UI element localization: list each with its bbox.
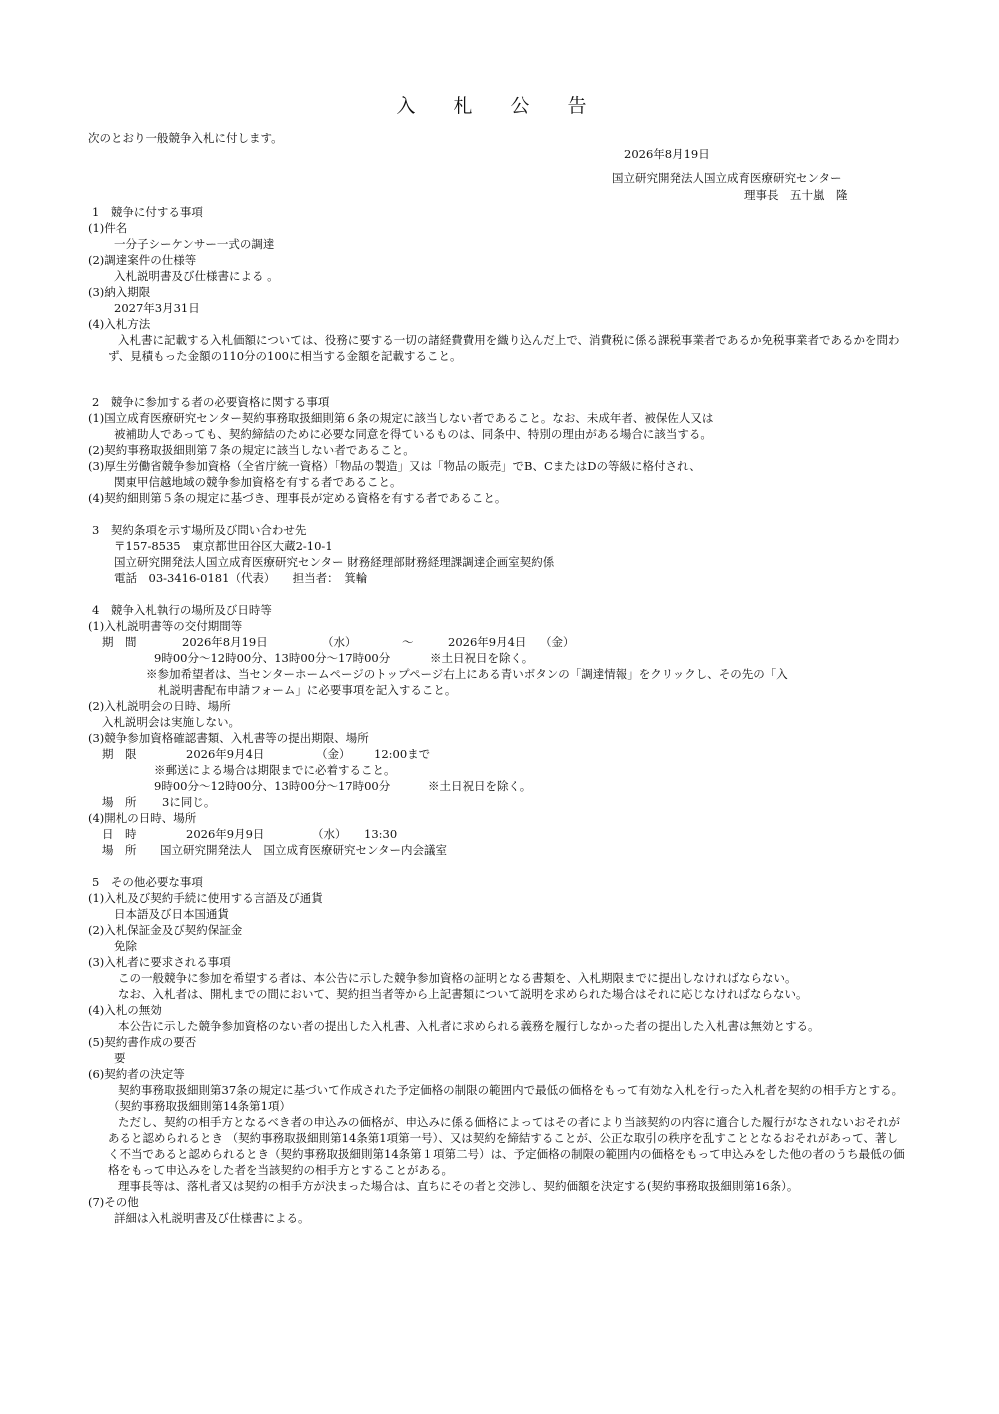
section-1-title: 1 競争に付する事項 — [92, 205, 203, 219]
s3-postal-address: 〒157-8535 東京都世田谷区大蔵2-10-1 — [114, 539, 333, 553]
s4-hours2: 9時00分～12時00分、13時00分～17時00分 — [154, 779, 391, 793]
section-5 — [88, 874, 908, 1226]
section-4-title: 4 競争入札執行の場所及び日時等 — [92, 603, 272, 617]
s5-item3-para1: この一般競争に参加を希望する者は、本公告に示した競争参加資格の証明となる書類を、入札期限までに提出しなければならない。 — [118, 971, 797, 985]
s1-item1-label: (1)件名 — [88, 221, 128, 235]
s5-item7-label: (7)その他 — [88, 1195, 139, 1209]
s5-item6-para2: ただし、契約の相手方となるべき者の申込みの価格が、申込みに係る価格によってはその者により当該契約の内容に適合した履行がなされないおそれがあると認められるとき （契約事務取扱細則第14条第1項第一号）、又は契約を締結することが、公正な取引の秩序を乱すこととなるおそれがあって、著しく不当であると認められるとき（契約事務取扱細則第14条第１項第二号）は、予定価格の制限の範囲内の価格をもって申込みをした他の者のうち最低の価格をもって申込みをした者を当該契約の相手方とすることがある。 — [108, 1115, 905, 1177]
s1-item3-label: (3)納入期限 — [88, 285, 151, 299]
s5-item3-label: (3)入札者に要求される事項 — [88, 955, 231, 969]
s5-item5-label: (5)契約書作成の要否 — [88, 1035, 197, 1049]
section-5-title: 5 その他必要な事項 — [92, 875, 203, 889]
s1-item1-text: 一分子シーケンサー一式の調達 — [114, 237, 275, 251]
s4-open-place-row — [88, 842, 908, 858]
s1-item4-text: 入札書に記載する入札価額については、役務に要する一切の諸経費費用を織り込んだ上で、消費税に係る課税事業者であるか免税事業者であるかを問わず、見積もった金額の110分の100に相当する金額を記載すること。 — [108, 333, 900, 363]
s4-item2-text: 入札説明会は実施しない。 — [102, 715, 240, 729]
s4-item2-label: (2)入札説明会の日時、場所 — [88, 699, 231, 713]
s4-open-dow: （水） — [312, 827, 347, 841]
page-title: 入 札 公 告 — [396, 95, 603, 117]
s4-open-place: 国立研究開発法人 国立成育医療研究センター内会議室 — [160, 843, 448, 857]
issuer-org: 国立研究開発法人国立成育医療研究センター — [612, 171, 842, 185]
s2-item1-line2: 被補助人であっても、契約締結のために必要な同意を得ているものは、同条中、特別の理由がある場合に該当する。 — [114, 427, 712, 441]
s1-item4-label: (4)入札方法 — [88, 317, 151, 331]
s1-item2-label: (2)調達案件の仕様等 — [88, 253, 197, 267]
s4-deadline-label: 期 限 — [102, 747, 137, 761]
s5-item6-para1: 契約事務取扱細則第37条の規定に基づいて作成された予定価格の制限の範囲内で最低の価格をもって有効な入札を行った入札者を契約の相手方とする。（契約事務取扱細則第14条第1項） — [108, 1083, 904, 1113]
s5-item7-text: 詳細は入札説明書及び仕様書による。 — [114, 1211, 310, 1225]
issuer-chief: 理事長 五十嵐 隆 — [744, 188, 848, 202]
s4-period-row — [88, 634, 908, 650]
s4-period-start-dow: （水） — [322, 635, 357, 649]
s4-deadline-time: 12:00まで — [374, 747, 431, 761]
s4-open-time: 13:30 — [364, 827, 398, 841]
s2-item3-line2: 関東甲信越地域の競争参加資格を有する者であること。 — [114, 475, 402, 489]
s4-period-end: 2026年9月4日 — [448, 635, 527, 649]
s5-item2-label: (2)入札保証金及び契約保証金 — [88, 923, 243, 937]
s2-item1-line1: (1)国立成育医療研究センター契約事務取扱細則第６条の規定に該当しない者であること。なお、未成年者、被保佐人又は — [88, 411, 714, 425]
s2-item4: (4)契約細則第５条の規定に基づき、理事長が定める資格を有する者であること。 — [88, 491, 507, 505]
s5-item1-label: (1)入札及び契約手続に使用する言語及び通貨 — [88, 891, 323, 905]
section-4 — [88, 602, 908, 858]
s4-period-end-dow: （金） — [540, 635, 575, 649]
s5-item3-para2: なお、入札者は、開札までの間において、契約担当者等から上記書類について説明を求められた場合はそれに応じなければならない。 — [118, 987, 808, 1001]
s2-item3-line1: (3)厚生労働省競争参加資格（全省庁統一資格）「物品の製造」又は「物品の販売」でB、CまたはDの等級に格付され、 — [88, 459, 701, 473]
s3-department: 国立研究開発法人国立成育医療研究センター 財務経理部財務経理課調達企画室契約係 — [114, 555, 555, 569]
section-2-title: 2 競争に参加する者の必要資格に関する事項 — [92, 395, 330, 409]
s4-deadline-row — [88, 746, 908, 762]
s4-open-label: 日 時 — [102, 827, 137, 841]
section-1 — [88, 204, 908, 364]
s5-item4-text: 本公告に示した競争参加資格のない者の提出した入札書、入札者に求められる義務を履行しなかった者の提出した入札書は無効とする。 — [118, 1019, 820, 1033]
s1-item3-text: 2027年3月31日 — [114, 301, 200, 315]
s4-period-tilde: ～ — [402, 635, 414, 649]
s4-hours: 9時00分～12時00分、13時00分～17時00分 — [154, 651, 391, 665]
s4-period-start: 2026年8月19日 — [182, 635, 268, 649]
s2-item2: (2)契約事務取扱細則第７条の規定に該当しない者であること。 — [88, 443, 415, 457]
s4-open-row — [88, 826, 908, 842]
s4-deadline-date: 2026年9月4日 — [186, 747, 265, 761]
s4-deadline-dow: （金） — [316, 747, 351, 761]
s5-item1-text: 日本語及び日本国通貨 — [114, 907, 229, 921]
s1-item2-text: 入札説明書及び仕様書による 。 — [114, 269, 279, 283]
s4-hours-note: ※土日祝日を除く。 — [430, 651, 534, 665]
s4-item3-label: (3)競争参加資格確認書類、入札書等の提出期限、場所 — [88, 731, 369, 745]
s4-place-row — [88, 794, 908, 810]
s4-note-line2: 札説明書配布申請フォーム」に必要事項を記入すること。 — [158, 683, 457, 697]
s4-item1-label: (1)入札説明書等の交付期間等 — [88, 619, 243, 633]
s5-item6-label: (6)契約者の決定等 — [88, 1067, 185, 1081]
section-3-title: 3 契約条項を示す場所及び問い合わせ先 — [92, 523, 307, 537]
s4-place-label: 場 所 — [102, 795, 137, 809]
s5-item5-text: 要 — [114, 1051, 126, 1065]
s4-period-label: 期 間 — [102, 635, 137, 649]
notice-body — [88, 204, 908, 1226]
section-3 — [88, 522, 908, 586]
s5-item2-text: 免除 — [114, 939, 137, 953]
s5-item6-para3: 理事長等は、落札者又は契約の相手方が決まった場合は、直ちにその者と交渉し、契約価額を決定する(契約事務取扱細則第16条）。 — [118, 1179, 799, 1193]
s4-item4-label: (4)開札の日時、場所 — [88, 811, 197, 825]
s5-item4-label: (4)入札の無効 — [88, 1003, 162, 1017]
s4-note-line1: ※参加希望者は、当センターホームページのトップページ右上にある青いボタンの「調達情報」をクリックし、その先の「入 — [146, 667, 788, 681]
s4-hours-row — [88, 650, 908, 666]
issue-date: 2026年8月19日 — [624, 147, 710, 161]
s4-open-place-label: 場 所 — [102, 843, 137, 857]
intro-text: 次のとおり一般競争入札に付します。 — [88, 131, 283, 145]
s3-telephone: 電話 03-3416-0181（代表） 担当者： 箕輪 — [114, 571, 368, 585]
section-2 — [88, 394, 908, 506]
s4-open-date: 2026年9月9日 — [186, 827, 265, 841]
s4-mail-note: ※郵送による場合は期限までに必着すること。 — [154, 763, 396, 777]
s4-hours2-row — [88, 778, 908, 794]
s4-hours2-note: ※土日祝日を除く。 — [428, 779, 532, 793]
s4-place-text: 3に同じ。 — [162, 795, 216, 809]
